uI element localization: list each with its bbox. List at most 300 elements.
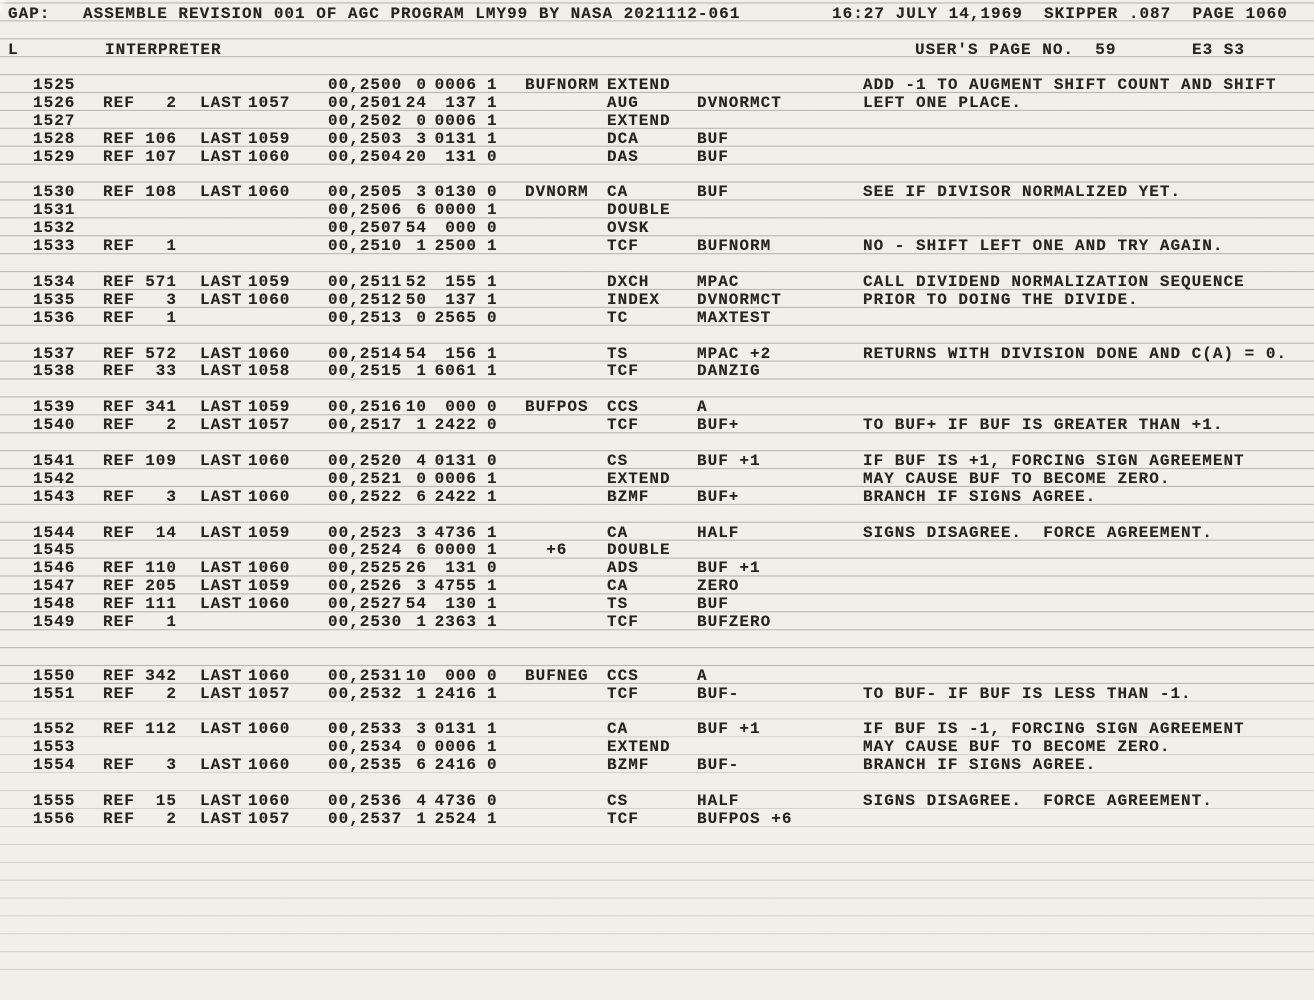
opcode: CS	[607, 792, 629, 810]
comment: NO - SHIFT LEFT ONE AND TRY AGAIN.	[863, 237, 1224, 256]
line-number: 1533	[33, 237, 76, 256]
line-number: 1536	[33, 308, 76, 327]
line-number: 1527	[33, 111, 76, 130]
listing-row	[0, 793, 1314, 811]
line-number: 1529	[33, 147, 76, 166]
ref-keyword: REF	[103, 237, 135, 256]
ref-count: 3	[166, 756, 177, 775]
octal-parity-bit: 1	[487, 577, 498, 596]
ref-count: 2	[166, 416, 177, 435]
ref-keyword: REF	[103, 344, 135, 363]
comment: BRANCH IF SIGNS AGREE.	[863, 756, 1097, 775]
operand: BUF-	[697, 684, 740, 703]
octal-word-field2: 6061	[434, 362, 477, 381]
memory-address: 00,2537	[328, 809, 403, 828]
octal-word-field1: 6	[416, 201, 427, 220]
last-page-number: 1059	[248, 129, 291, 148]
line-number: 1543	[33, 487, 76, 506]
last-page-number: 1060	[248, 756, 291, 775]
octal-parity-bit: 1	[487, 362, 498, 381]
listing-row	[0, 757, 1314, 775]
memory-address: 00,2527	[328, 595, 403, 614]
octal-word-field2: 2422	[434, 416, 477, 435]
octal-word-field1: 6	[416, 756, 427, 775]
last-keyword: LAST	[200, 147, 243, 166]
ref-keyword: REF	[103, 451, 135, 470]
last-keyword: LAST	[200, 416, 243, 435]
comment: IF BUF IS -1, FORCING SIGN AGREEMENT	[863, 720, 1245, 739]
ref-count: 110	[145, 559, 177, 578]
line-number: 1532	[33, 219, 76, 238]
listing-row	[0, 202, 1314, 220]
opcode: TCF	[607, 362, 639, 381]
last-keyword: LAST	[200, 809, 243, 828]
octal-word-field1: 0	[416, 111, 427, 130]
symbol-label: DVNORM	[525, 183, 589, 202]
ref-keyword: REF	[103, 93, 135, 112]
octal-word-field1: 1	[416, 237, 427, 256]
ref-count: 205	[145, 577, 177, 596]
last-page-number: 1060	[248, 183, 291, 202]
last-keyword: LAST	[200, 93, 243, 112]
comment: RETURNS WITH DIVISION DONE AND C(A) = 0.	[863, 344, 1288, 363]
operand: BUFPOS +6	[697, 809, 793, 828]
ref-keyword: REF	[103, 147, 135, 166]
octal-word-field2: 0006	[434, 111, 477, 130]
octal-word-field2: 2565	[434, 308, 477, 327]
octal-parity-bit: 0	[487, 308, 498, 327]
octal-word-field2: 2422	[434, 487, 477, 506]
listing-row	[0, 525, 1314, 543]
octal-word-field1: 1	[416, 613, 427, 631]
opcode: BZMF	[607, 756, 650, 775]
ref-count: 2	[166, 684, 177, 703]
octal-word-field2: 4755	[434, 577, 477, 596]
users-page-number: USER'S PAGE NO. 59	[915, 41, 1117, 59]
ref-keyword: REF	[103, 183, 135, 202]
opcode: EXTEND	[607, 111, 671, 130]
memory-address: 00,2510	[328, 237, 403, 256]
last-page-number: 1059	[248, 577, 291, 596]
comment: PRIOR TO DOING THE DIVIDE.	[863, 290, 1139, 309]
listing-row	[0, 417, 1314, 435]
last-page-number: 1060	[248, 720, 291, 739]
ref-count: 107	[145, 147, 177, 166]
memory-address: 00,2505	[328, 183, 403, 202]
comment: SEE IF DIVISOR NORMALIZED YET.	[863, 183, 1182, 202]
memory-address: 00,2521	[328, 469, 403, 488]
memory-address: 00,2513	[328, 308, 403, 327]
listing-row	[0, 77, 1314, 95]
assembly-title: ASSEMBLE REVISION 001 OF AGC PROGRAM LMY99 BY NASA 2021112-061	[83, 5, 741, 23]
listing-row	[0, 184, 1314, 202]
octal-parity-bit: 0	[487, 183, 498, 202]
ref-keyword: REF	[103, 523, 135, 542]
line-number: 1544	[33, 523, 76, 542]
ref-keyword: REF	[103, 792, 135, 810]
memory-address: 00,2507	[328, 219, 403, 238]
opcode: EXTEND	[607, 738, 671, 757]
listing-row	[0, 238, 1314, 256]
ref-count: 112	[145, 720, 177, 739]
symbol-label: +6	[525, 541, 568, 560]
line-number: 1556	[33, 809, 76, 828]
bank-id: E3 S3	[1192, 41, 1246, 59]
octal-parity-bit: 1	[487, 344, 498, 363]
octal-word-field1: 24	[405, 93, 427, 112]
operand: A	[697, 398, 708, 417]
octal-word-field2: 0000	[434, 541, 477, 560]
listing-row	[0, 95, 1314, 113]
line-number: 1525	[33, 76, 76, 94]
ref-keyword: REF	[103, 720, 135, 739]
last-keyword: LAST	[200, 290, 243, 309]
octal-parity-bit: 1	[487, 201, 498, 220]
listing-row	[0, 274, 1314, 292]
operand: BUF	[697, 129, 729, 148]
comment: IF BUF IS +1, FORCING SIGN AGREEMENT	[863, 451, 1245, 470]
memory-address: 00,2525	[328, 559, 403, 578]
octal-parity-bit: 0	[487, 147, 498, 166]
octal-word-field2: 137	[445, 93, 477, 112]
last-keyword: LAST	[200, 362, 243, 381]
octal-word-field1: 52	[405, 272, 427, 291]
last-page-number: 1060	[248, 666, 291, 685]
ref-count: 109	[145, 451, 177, 470]
octal-parity-bit: 0	[487, 451, 498, 470]
octal-word-field1: 3	[416, 523, 427, 542]
memory-address: 00,2504	[328, 147, 403, 166]
last-keyword: LAST	[200, 344, 243, 363]
listing-row	[0, 471, 1314, 489]
octal-word-field2: 000	[445, 398, 477, 417]
opcode: EXTEND	[607, 469, 671, 488]
last-keyword: LAST	[200, 666, 243, 685]
memory-address: 00,2512	[328, 290, 403, 309]
opcode: DOUBLE	[607, 541, 671, 560]
opcode: TCF	[607, 416, 639, 435]
octal-word-field2: 156	[445, 344, 477, 363]
ref-count: 2	[166, 93, 177, 112]
ref-keyword: REF	[103, 613, 135, 631]
memory-address: 00,2523	[328, 523, 403, 542]
listing-row	[0, 399, 1314, 417]
octal-word-field2: 000	[445, 219, 477, 238]
comment: BRANCH IF SIGNS AGREE.	[863, 487, 1097, 506]
octal-parity-bit: 1	[487, 720, 498, 739]
memory-address: 00,2522	[328, 487, 403, 506]
opcode: TCF	[607, 809, 639, 828]
opcode: TCF	[607, 613, 639, 631]
operand: MAXTEST	[697, 308, 772, 327]
last-page-number: 1060	[248, 595, 291, 614]
opcode: AUG	[607, 93, 639, 112]
opcode: TS	[607, 344, 629, 363]
opcode: CA	[607, 183, 629, 202]
ref-count: 111	[145, 595, 177, 614]
operand: DVNORMCT	[697, 290, 782, 309]
comment: LEFT ONE PLACE.	[863, 93, 1023, 112]
octal-word-field1: 6	[416, 487, 427, 506]
ref-keyword: REF	[103, 290, 135, 309]
octal-word-field2: 2416	[434, 684, 477, 703]
symbol-label: BUFNEG	[525, 666, 589, 685]
line-number: 1534	[33, 272, 76, 291]
last-page-number: 1060	[248, 290, 291, 309]
octal-word-field2: 0131	[434, 720, 477, 739]
memory-address: 00,2535	[328, 756, 403, 775]
last-keyword: LAST	[200, 684, 243, 703]
listing-row	[0, 220, 1314, 238]
timestamp-page-info: 16:27 JULY 14,1969 SKIPPER .087 PAGE 1060	[832, 5, 1288, 23]
octal-word-field1: 20	[405, 147, 427, 166]
listing-row	[0, 292, 1314, 310]
ref-keyword: REF	[103, 362, 135, 381]
comment: TO BUF+ IF BUF IS GREATER THAN +1.	[863, 416, 1224, 435]
listing-row	[0, 739, 1314, 757]
module-name: INTERPRETER	[105, 41, 222, 59]
operand: BUF+	[697, 487, 740, 506]
listing-row	[0, 614, 1314, 632]
octal-parity-bit: 1	[487, 738, 498, 757]
comment: MAY CAUSE BUF TO BECOME ZERO.	[863, 469, 1171, 488]
opcode: OVSK	[607, 219, 650, 238]
memory-address: 00,2502	[328, 111, 403, 130]
operand: MPAC	[697, 272, 740, 291]
operand: BUF-	[697, 756, 740, 775]
opcode: DXCH	[607, 272, 650, 291]
line-number: 1526	[33, 93, 76, 112]
ref-count: 571	[145, 272, 177, 291]
ref-keyword: REF	[103, 756, 135, 775]
line-number: 1547	[33, 577, 76, 596]
memory-address: 00,2506	[328, 201, 403, 220]
octal-word-field1: 6	[416, 541, 427, 560]
last-page-number: 1057	[248, 684, 291, 703]
ref-count: 1	[166, 237, 177, 256]
line-number: 1535	[33, 290, 76, 309]
log-section-letter: L	[8, 41, 19, 59]
opcode: CA	[607, 577, 629, 596]
comment: MAY CAUSE BUF TO BECOME ZERO.	[863, 738, 1171, 757]
octal-parity-bit: 1	[487, 93, 498, 112]
octal-word-field2: 000	[445, 666, 477, 685]
octal-word-field2: 0131	[434, 451, 477, 470]
octal-word-field2: 4736	[434, 523, 477, 542]
listing-row	[0, 560, 1314, 578]
line-number: 1540	[33, 416, 76, 435]
listing-row	[0, 113, 1314, 131]
ref-keyword: REF	[103, 684, 135, 703]
header-line-1	[0, 6, 1314, 24]
octal-parity-bit: 1	[487, 523, 498, 542]
listing-row	[0, 453, 1314, 471]
octal-word-field2: 0006	[434, 469, 477, 488]
memory-address: 00,2532	[328, 684, 403, 703]
octal-word-field1: 3	[416, 720, 427, 739]
memory-address: 00,2503	[328, 129, 403, 148]
octal-word-field1: 1	[416, 684, 427, 703]
listing-row	[0, 149, 1314, 167]
octal-parity-bit: 1	[487, 487, 498, 506]
memory-address: 00,2520	[328, 451, 403, 470]
opcode: CCS	[607, 398, 639, 417]
opcode: DOUBLE	[607, 201, 671, 220]
memory-address: 00,2530	[328, 613, 403, 631]
opcode: DAS	[607, 147, 639, 166]
octal-word-field1: 10	[405, 398, 427, 417]
ref-count: 341	[145, 398, 177, 417]
octal-word-field2: 137	[445, 290, 477, 309]
memory-address: 00,2511	[328, 272, 403, 291]
ref-count: 572	[145, 344, 177, 363]
octal-parity-bit: 1	[487, 541, 498, 560]
ref-count: 33	[155, 362, 177, 381]
last-keyword: LAST	[200, 577, 243, 596]
symbol-label: BUFNORM	[525, 76, 600, 94]
opcode: EXTEND	[607, 76, 671, 94]
last-page-number: 1060	[248, 451, 291, 470]
last-page-number: 1059	[248, 523, 291, 542]
comment: TO BUF- IF BUF IS LESS THAN -1.	[863, 684, 1192, 703]
line-number: 1553	[33, 738, 76, 757]
ref-count: 14	[155, 523, 177, 542]
comment: SIGNS DISAGREE. FORCE AGREEMENT.	[863, 523, 1213, 542]
ref-keyword: REF	[103, 308, 135, 327]
memory-address: 00,2524	[328, 541, 403, 560]
octal-word-field1: 0	[416, 76, 427, 94]
ref-count: 15	[155, 792, 177, 810]
ref-keyword: REF	[103, 272, 135, 291]
opcode: ADS	[607, 559, 639, 578]
last-keyword: LAST	[200, 792, 243, 810]
opcode: BZMF	[607, 487, 650, 506]
line-number: 1550	[33, 666, 76, 685]
octal-word-field1: 26	[405, 559, 427, 578]
comment: CALL DIVIDEND NORMALIZATION SEQUENCE	[863, 272, 1245, 291]
octal-parity-bit: 1	[487, 76, 498, 94]
operand: BUF +1	[697, 559, 761, 578]
octal-word-field2: 0130	[434, 183, 477, 202]
memory-address: 00,2515	[328, 362, 403, 381]
memory-address: 00,2514	[328, 344, 403, 363]
listing-row	[0, 542, 1314, 560]
octal-word-field2: 2416	[434, 756, 477, 775]
last-keyword: LAST	[200, 451, 243, 470]
opcode: CCS	[607, 666, 639, 685]
operand: ZERO	[697, 577, 740, 596]
octal-parity-bit: 0	[487, 559, 498, 578]
octal-word-field2: 155	[445, 272, 477, 291]
octal-parity-bit: 1	[487, 111, 498, 130]
last-keyword: LAST	[200, 559, 243, 578]
header-line-2	[0, 42, 1314, 60]
octal-word-field1: 3	[416, 183, 427, 202]
last-page-number: 1059	[248, 272, 291, 291]
line-number: 1542	[33, 469, 76, 488]
last-keyword: LAST	[200, 595, 243, 614]
octal-word-field2: 2363	[434, 613, 477, 631]
assembler-name: GAP:	[8, 5, 51, 23]
opcode: CS	[607, 451, 629, 470]
memory-address: 00,2500	[328, 76, 403, 94]
octal-word-field2: 0006	[434, 738, 477, 757]
octal-word-field1: 4	[416, 451, 427, 470]
ref-count: 3	[166, 487, 177, 506]
memory-address: 00,2533	[328, 720, 403, 739]
line-number: 1530	[33, 183, 76, 202]
memory-address: 00,2516	[328, 398, 403, 417]
listing-row	[0, 363, 1314, 381]
line-number: 1555	[33, 792, 76, 810]
operand: BUF	[697, 147, 729, 166]
operand: BUFNORM	[697, 237, 772, 256]
comment: ADD -1 TO AUGMENT SHIFT COUNT AND SHIFT	[863, 76, 1277, 94]
last-page-number: 1057	[248, 93, 291, 112]
ref-keyword: REF	[103, 129, 135, 148]
memory-address: 00,2517	[328, 416, 403, 435]
octal-parity-bit: 1	[487, 129, 498, 148]
listing-row	[0, 346, 1314, 364]
line-number: 1539	[33, 398, 76, 417]
octal-word-field2: 0006	[434, 76, 477, 94]
listing-row	[0, 686, 1314, 704]
operand: BUF +1	[697, 720, 761, 739]
octal-parity-bit: 1	[487, 469, 498, 488]
ref-keyword: REF	[103, 398, 135, 417]
octal-parity-bit: 1	[487, 237, 498, 256]
operand: DVNORMCT	[697, 93, 782, 112]
last-keyword: LAST	[200, 398, 243, 417]
octal-word-field1: 10	[405, 666, 427, 685]
last-page-number: 1057	[248, 416, 291, 435]
octal-word-field1: 1	[416, 416, 427, 435]
octal-parity-bit: 0	[487, 219, 498, 238]
ref-count: 1	[166, 308, 177, 327]
octal-parity-bit: 1	[487, 809, 498, 828]
line-number: 1538	[33, 362, 76, 381]
line-number: 1531	[33, 201, 76, 220]
operand: BUF+	[697, 416, 740, 435]
last-page-number: 1060	[248, 559, 291, 578]
ref-keyword: REF	[103, 577, 135, 596]
listing-row	[0, 811, 1314, 829]
ref-keyword: REF	[103, 416, 135, 435]
octal-word-field1: 3	[416, 129, 427, 148]
line-number: 1545	[33, 541, 76, 560]
octal-parity-bit: 0	[487, 398, 498, 417]
memory-address: 00,2501	[328, 93, 403, 112]
opcode: CA	[607, 523, 629, 542]
ref-count: 106	[145, 129, 177, 148]
last-keyword: LAST	[200, 756, 243, 775]
line-number: 1548	[33, 595, 76, 614]
ref-keyword: REF	[103, 595, 135, 614]
operand: BUF	[697, 595, 729, 614]
ref-keyword: REF	[103, 487, 135, 506]
octal-word-field1: 50	[405, 290, 427, 309]
listing-row	[0, 578, 1314, 596]
last-page-number: 1059	[248, 398, 291, 417]
octal-word-field2: 4736	[434, 792, 477, 810]
octal-word-field1: 0	[416, 469, 427, 488]
opcode: CA	[607, 720, 629, 739]
ref-count: 342	[145, 666, 177, 685]
octal-word-field1: 1	[416, 362, 427, 381]
last-page-number: 1060	[248, 792, 291, 810]
octal-parity-bit: 1	[487, 595, 498, 614]
last-page-number: 1058	[248, 362, 291, 381]
